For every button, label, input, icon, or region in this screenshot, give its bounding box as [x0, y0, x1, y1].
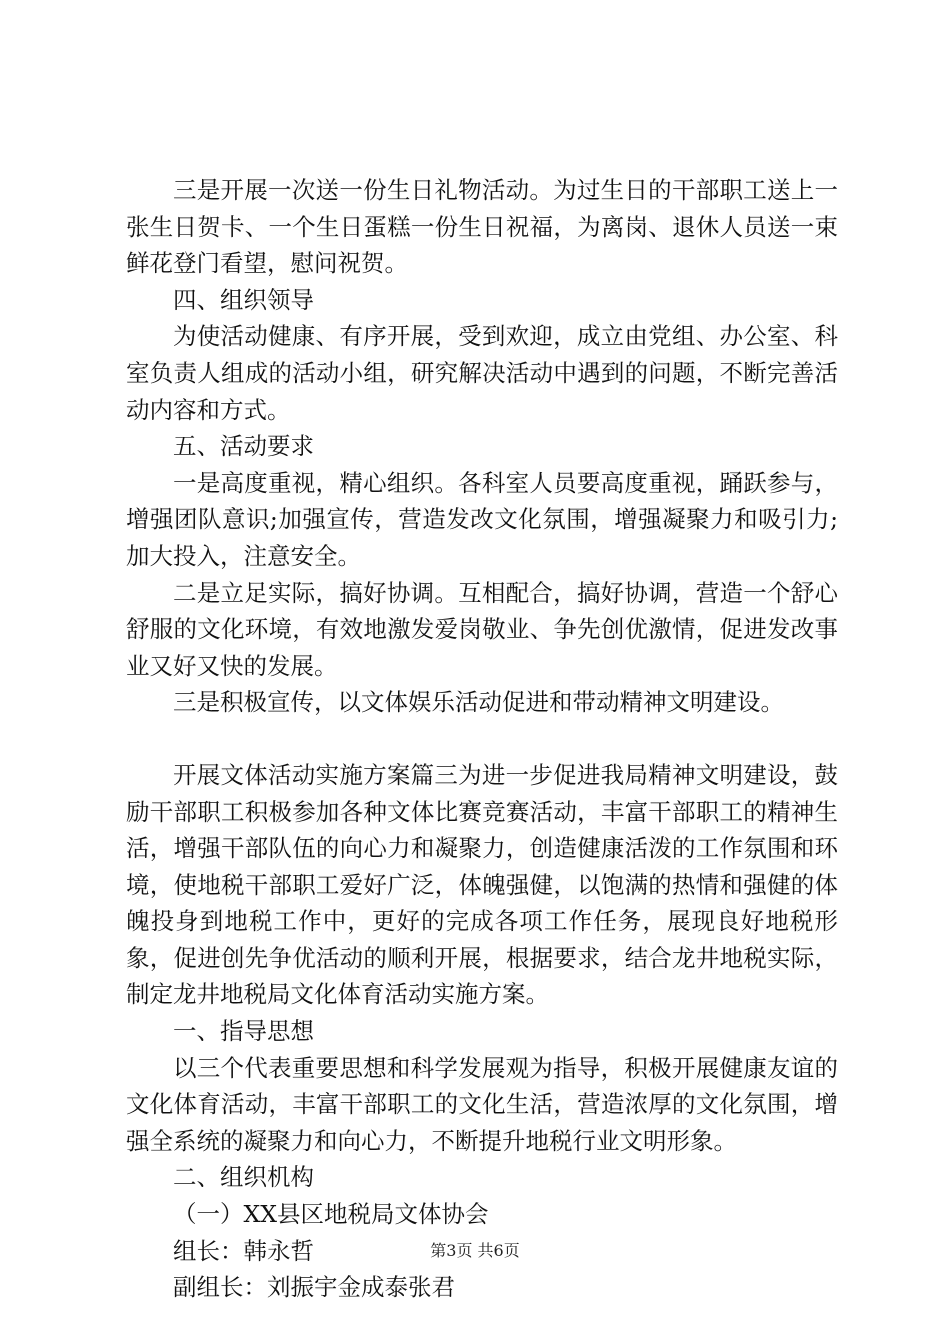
paragraph-plan-three-intro: 开展文体活动实施方案篇三为进一步促进我局精神文明建设，鼓励干部职工积极参加各种文体比赛竞赛活动，丰富干部职工的精神生活，增强干部队伍的向心力和凝聚力，创造健康活泼的工作氛围和环境，使地税干部职工爱好广泛，体魄强健，以饱满的热情和强健的体魄投身到地税工作中，更好的完成各项工作任务，展现良好地税形象，促进创先争优活动的顺利开展，根据要求，结合龙井地税实际，制定龙井地税局文化体育活动实施方案。: [126, 760, 838, 1009]
heading-activity-requirements: 五、活动要求: [173, 432, 314, 461]
deputy-leader-line: 副组长：刘振宇金成泰张君: [173, 1273, 455, 1302]
heading-organization-leadership: 四、组织领导: [173, 285, 314, 314]
paragraph-guiding-ideology: 以三个代表重要思想和科学发展观为指导，积极开展健康友谊的文化体育活动，丰富干部职工的文化生活，营造浓厚的文化氛围，增强全系统的凝聚力和向心力，不断提升地税行业文明形象。: [126, 1053, 838, 1155]
paragraph-birthday-gifts: 三是开展一次送一份生日礼物活动。为过生日的干部职工送上一张生日贺卡、一个生日蛋糕一份生日祝福，为离岗、退休人员送一束鲜花登门看望，慰问祝贺。: [126, 176, 838, 278]
team-leader-line: 组长：韩永哲: [173, 1236, 314, 1265]
paragraph-activity-group: 为使活动健康、有序开展，受到欢迎，成立由党组、办公室、科室负责人组成的活动小组，研究解决活动中遇到的问题，不断完善活动内容和方式。: [126, 322, 838, 424]
page-number-footer: 第3页 共6页: [430, 1241, 520, 1260]
paragraph-requirement-one: 一是高度重视，精心组织。各科室人员要高度重视，踊跃参与，增强团队意识;加强宣传，营造发改文化氛围，增强凝聚力和吸引力;加大投入，注意安全。: [126, 468, 838, 570]
heading-sports-association: （一）XX县区地税局文体协会: [173, 1200, 489, 1229]
paragraph-requirement-two: 二是立足实际，搞好协调。互相配合，搞好协调，营造一个舒心舒服的文化环境，有效地激发爱岗敬业、争先创优激情，促进发改事业又好又快的发展。: [126, 578, 838, 680]
paragraph-requirement-three: 三是积极宣传，以文体娱乐活动促进和带动精神文明建设。: [173, 688, 784, 717]
heading-guiding-ideology: 一、指导思想: [173, 1017, 314, 1046]
heading-organization-structure: 二、组织机构: [173, 1163, 314, 1192]
document-body: [126, 172, 838, 1306]
